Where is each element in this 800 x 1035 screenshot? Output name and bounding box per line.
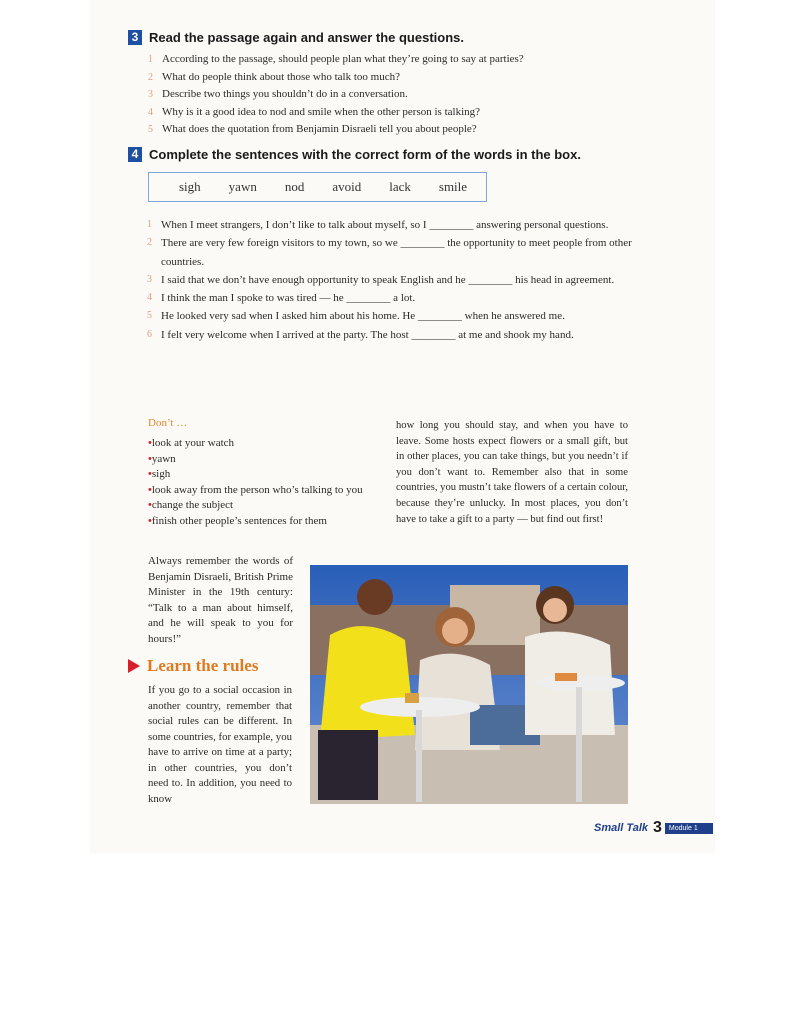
book-title: Small Talk xyxy=(594,822,649,834)
word-box xyxy=(148,172,487,202)
list-item: •look away from the person who’s talking to you xyxy=(148,483,363,496)
section-4-number: 4 xyxy=(128,147,142,162)
cafe-photo xyxy=(310,565,628,804)
word-box-item: smile xyxy=(438,179,468,194)
word-box-item: yawn xyxy=(228,179,257,194)
list-item: •sigh xyxy=(148,468,171,480)
list-item: 1 When I meet strangers, I don’t like to talk about myself, so I ________ answering personal questions. xyxy=(147,219,609,231)
section-3-number: 3 xyxy=(128,30,142,45)
list-item: 3 Describe two things you shouldn’t do in a conversation. xyxy=(148,88,408,100)
word-box-item: nod xyxy=(284,179,305,194)
list-item: •change the subject xyxy=(148,499,234,511)
list-item: 3 I said that we don’t have enough opportunity to speak English and he ________ his head in agreement. xyxy=(147,273,615,286)
section-4-sentences xyxy=(147,216,667,344)
list-item: 5 He looked very sad when I asked him about his home. He ________ when he answered me. xyxy=(147,310,565,323)
word-box-item: sigh xyxy=(179,179,201,194)
triangle-arrow-icon xyxy=(128,659,140,673)
learn-the-rules-heading xyxy=(128,656,258,676)
section-4-title: Complete the sentences with the correct form of the words in the box. xyxy=(149,147,581,162)
module-badge: Module 1 xyxy=(665,823,713,834)
list-item: 4 I think the man I spoke to was tired — he ________ a lot. xyxy=(147,292,416,305)
list-item: 6 I felt very welcome when I arrived at the party. The host ________ at me and shook my hand. xyxy=(147,328,574,341)
right-column-text: how long you should stay, and when you have to leave. Some hosts expect flowers or a small gift, but in other places, you can take things, but you needn’t if you don’t want to. Remember also that in some countries, you mustn’t take flowers of a certain colour, because they’re unlucky. In most places, you don’t have to take a gift to a party — but find out first! xyxy=(396,420,628,525)
page-number: 3 xyxy=(653,819,662,836)
list-item: 1 According to the passage, should people plan what they’re going to say at parties? xyxy=(148,53,524,65)
section-3-heading xyxy=(128,30,464,45)
word-box-item: lack xyxy=(389,179,411,194)
list-item: 2 What do people think about those who talk too much? xyxy=(148,70,400,83)
list-item: •yawn xyxy=(148,452,176,465)
list-item: •finish other people’s sentences for them xyxy=(148,514,327,527)
page-footer xyxy=(594,819,713,837)
list-item: •look at your watch xyxy=(148,437,235,449)
learn-title: Learn the rules xyxy=(147,656,259,675)
list-item: 2 There are very few foreign visitors to my town, so we ________ the opportunity to meet people from other countries. xyxy=(147,237,632,268)
dont-list xyxy=(148,436,376,529)
section-4-heading xyxy=(128,147,581,162)
section-3-title: Read the passage again and answer the questions. xyxy=(149,30,464,45)
dont-heading: Don’t … xyxy=(148,417,188,429)
disraeli-quote: Always remember the words of Benjamin Disraeli, British Prime Minister in the 19th century: “Talk to a man about himself, and he will speak to you for hours!” xyxy=(148,555,293,645)
word-box-item: avoid xyxy=(332,179,362,194)
section-3-questions xyxy=(148,51,648,139)
learn-body-text: If you go to a social occasion in another country, remember that social rules can be different. In some countries, for example, you have to arrive on time at a party; in other countries, you don’t need to. In addition, you need to know xyxy=(148,684,292,805)
list-item: 5 What does the quotation from Benjamin Disraeli tell you about people? xyxy=(148,123,477,135)
list-item: 4 Why is it a good idea to nod and smile when the other person is talking? xyxy=(148,105,481,118)
